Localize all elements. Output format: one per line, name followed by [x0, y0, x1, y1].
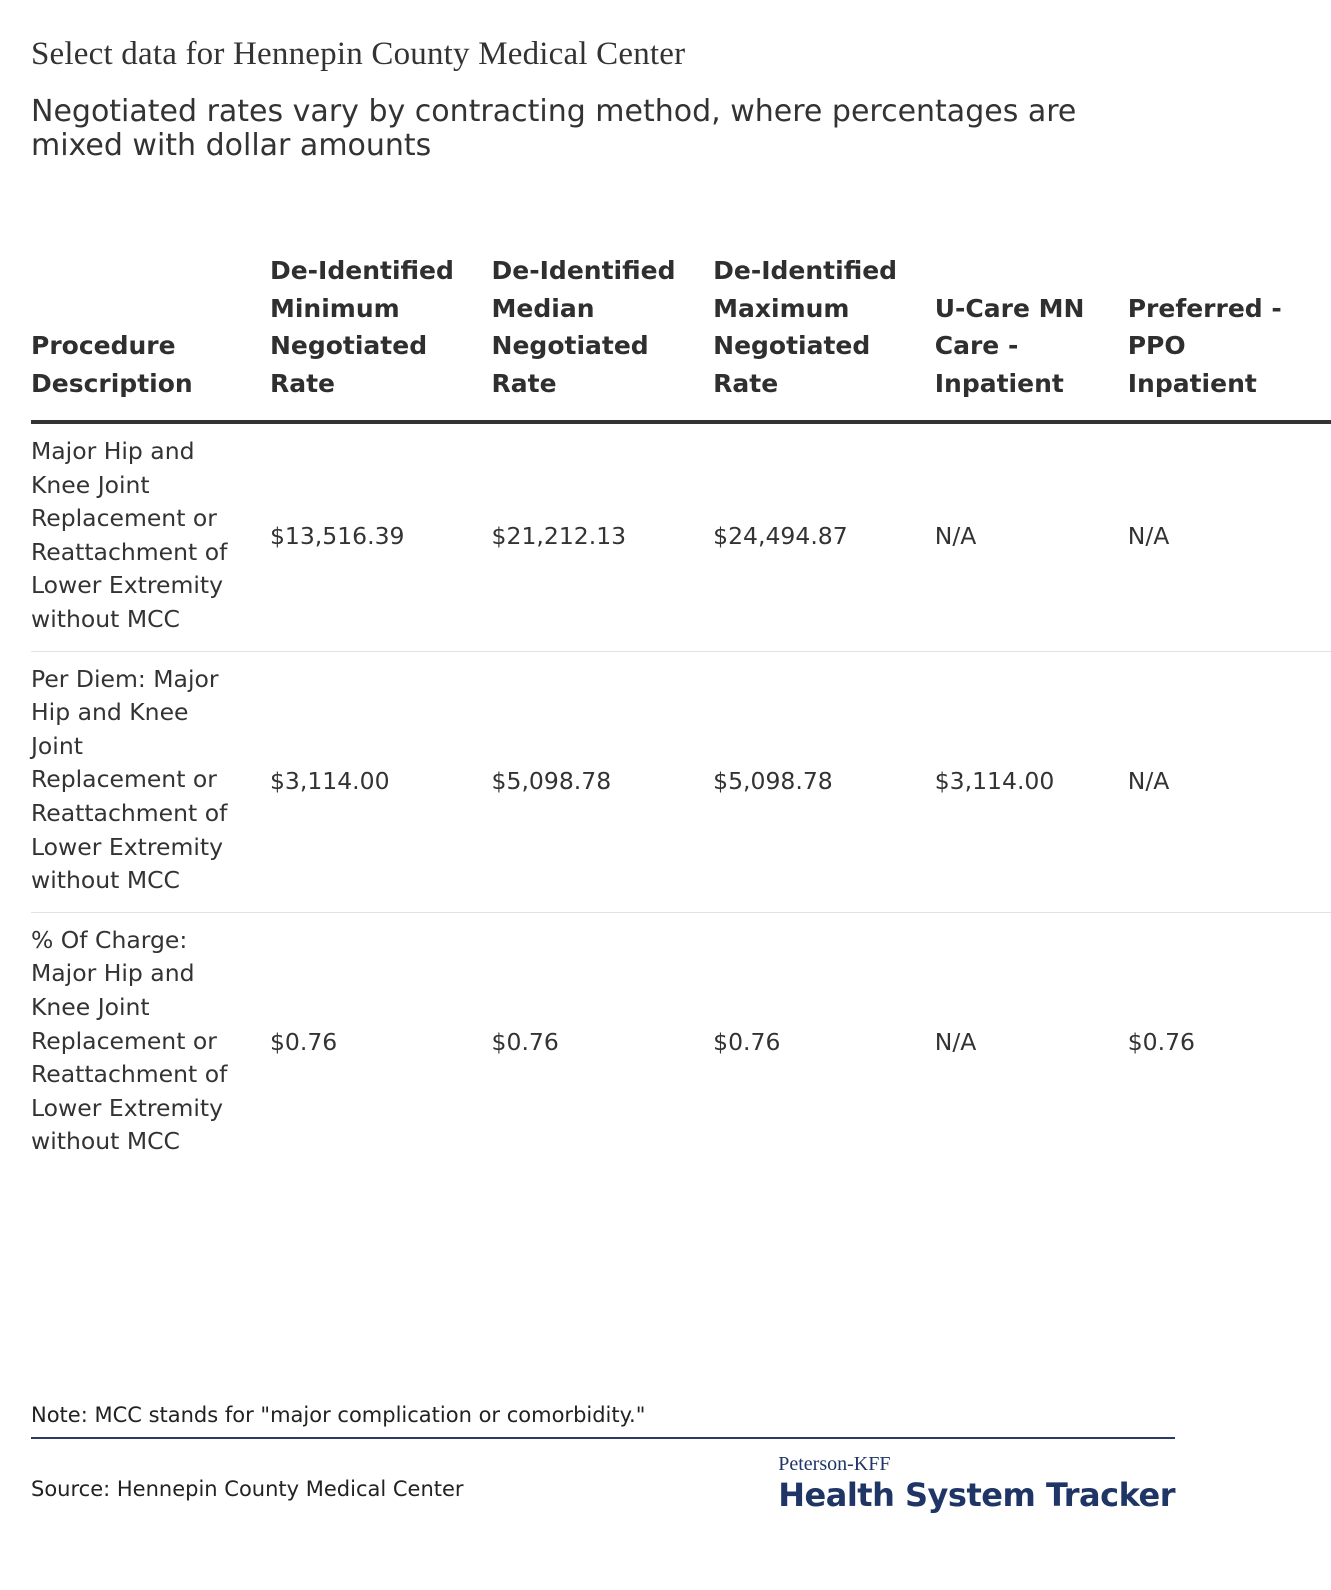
table-row [31, 651, 1331, 912]
cell-preferred: N/A [1128, 651, 1331, 912]
cell-min-rate: $3,114.00 [270, 651, 492, 912]
table-row [31, 422, 1331, 651]
logo-text-top: Peterson-KFF [778, 1453, 891, 1475]
footer-divider [31, 1437, 1175, 1439]
cell-ucare: N/A [935, 912, 1128, 1173]
cell-max-rate: $24,494.87 [713, 522, 848, 551]
cell-min-rate: $0.76 [270, 912, 492, 1173]
page-subtitle: Negotiated rates vary by contracting method, where percentages are mixed with dollar amounts [31, 94, 1077, 163]
header-ucare-inpatient: U-Care MN Care - Inpatient [935, 222, 1128, 422]
cell-preferred: N/A [1127, 522, 1170, 551]
cell-median-rate: $0.76 [492, 912, 714, 1173]
cell-ucare: $3,114.00 [935, 651, 1128, 912]
cell-min-rate: $13,516.39 [269, 522, 405, 551]
header-procedure-description: Procedure Description [31, 222, 270, 422]
cell-median-rate: $5,098.78 [492, 651, 714, 912]
cell-description: Major Hip and Knee Joint Replacement or Reattachment of Lower Extremity without MCC [31, 437, 228, 633]
header-min-rate: De-Identified Minimum Negotiated Rate [270, 222, 492, 422]
cell-max-rate: $0.76 [713, 912, 935, 1173]
table-scroll-area[interactable] [31, 222, 1282, 1372]
logo-text-bottom: Health System Tracker [778, 1476, 1175, 1514]
cell-description: % Of Charge: Major Hip and Knee Joint Replacement or Reattachment of Lower Extremity without MCC [31, 912, 270, 1173]
brand-logo [778, 1453, 1175, 1515]
cell-median-rate: $21,212.13 [491, 522, 627, 551]
header-preferred-ppo-inpatient: Preferred - PPO Inpatient [1128, 222, 1331, 422]
cell-preferred: $0.76 [1128, 912, 1331, 1173]
cell-ucare: N/A [934, 522, 977, 551]
header-max-rate: De-Identified Maximum Negotiated Rate [713, 222, 935, 422]
page-title: Select data for Hennepin County Medical Center [31, 36, 686, 72]
cell-description: Per Diem: Major Hip and Knee Joint Replacement or Reattachment of Lower Extremity without MCC [31, 651, 270, 912]
cell-max-rate: $5,098.78 [713, 651, 935, 912]
table-header-row [31, 222, 1331, 422]
source-credit: Source: Hennepin County Medical Center [31, 1477, 464, 1501]
header-median-rate: De-Identified Median Negotiated Rate [492, 222, 714, 422]
table-row [31, 912, 1331, 1173]
rates-table [31, 222, 1331, 1173]
footnote: Note: MCC stands for "major complication or comorbidity." [31, 1403, 646, 1427]
